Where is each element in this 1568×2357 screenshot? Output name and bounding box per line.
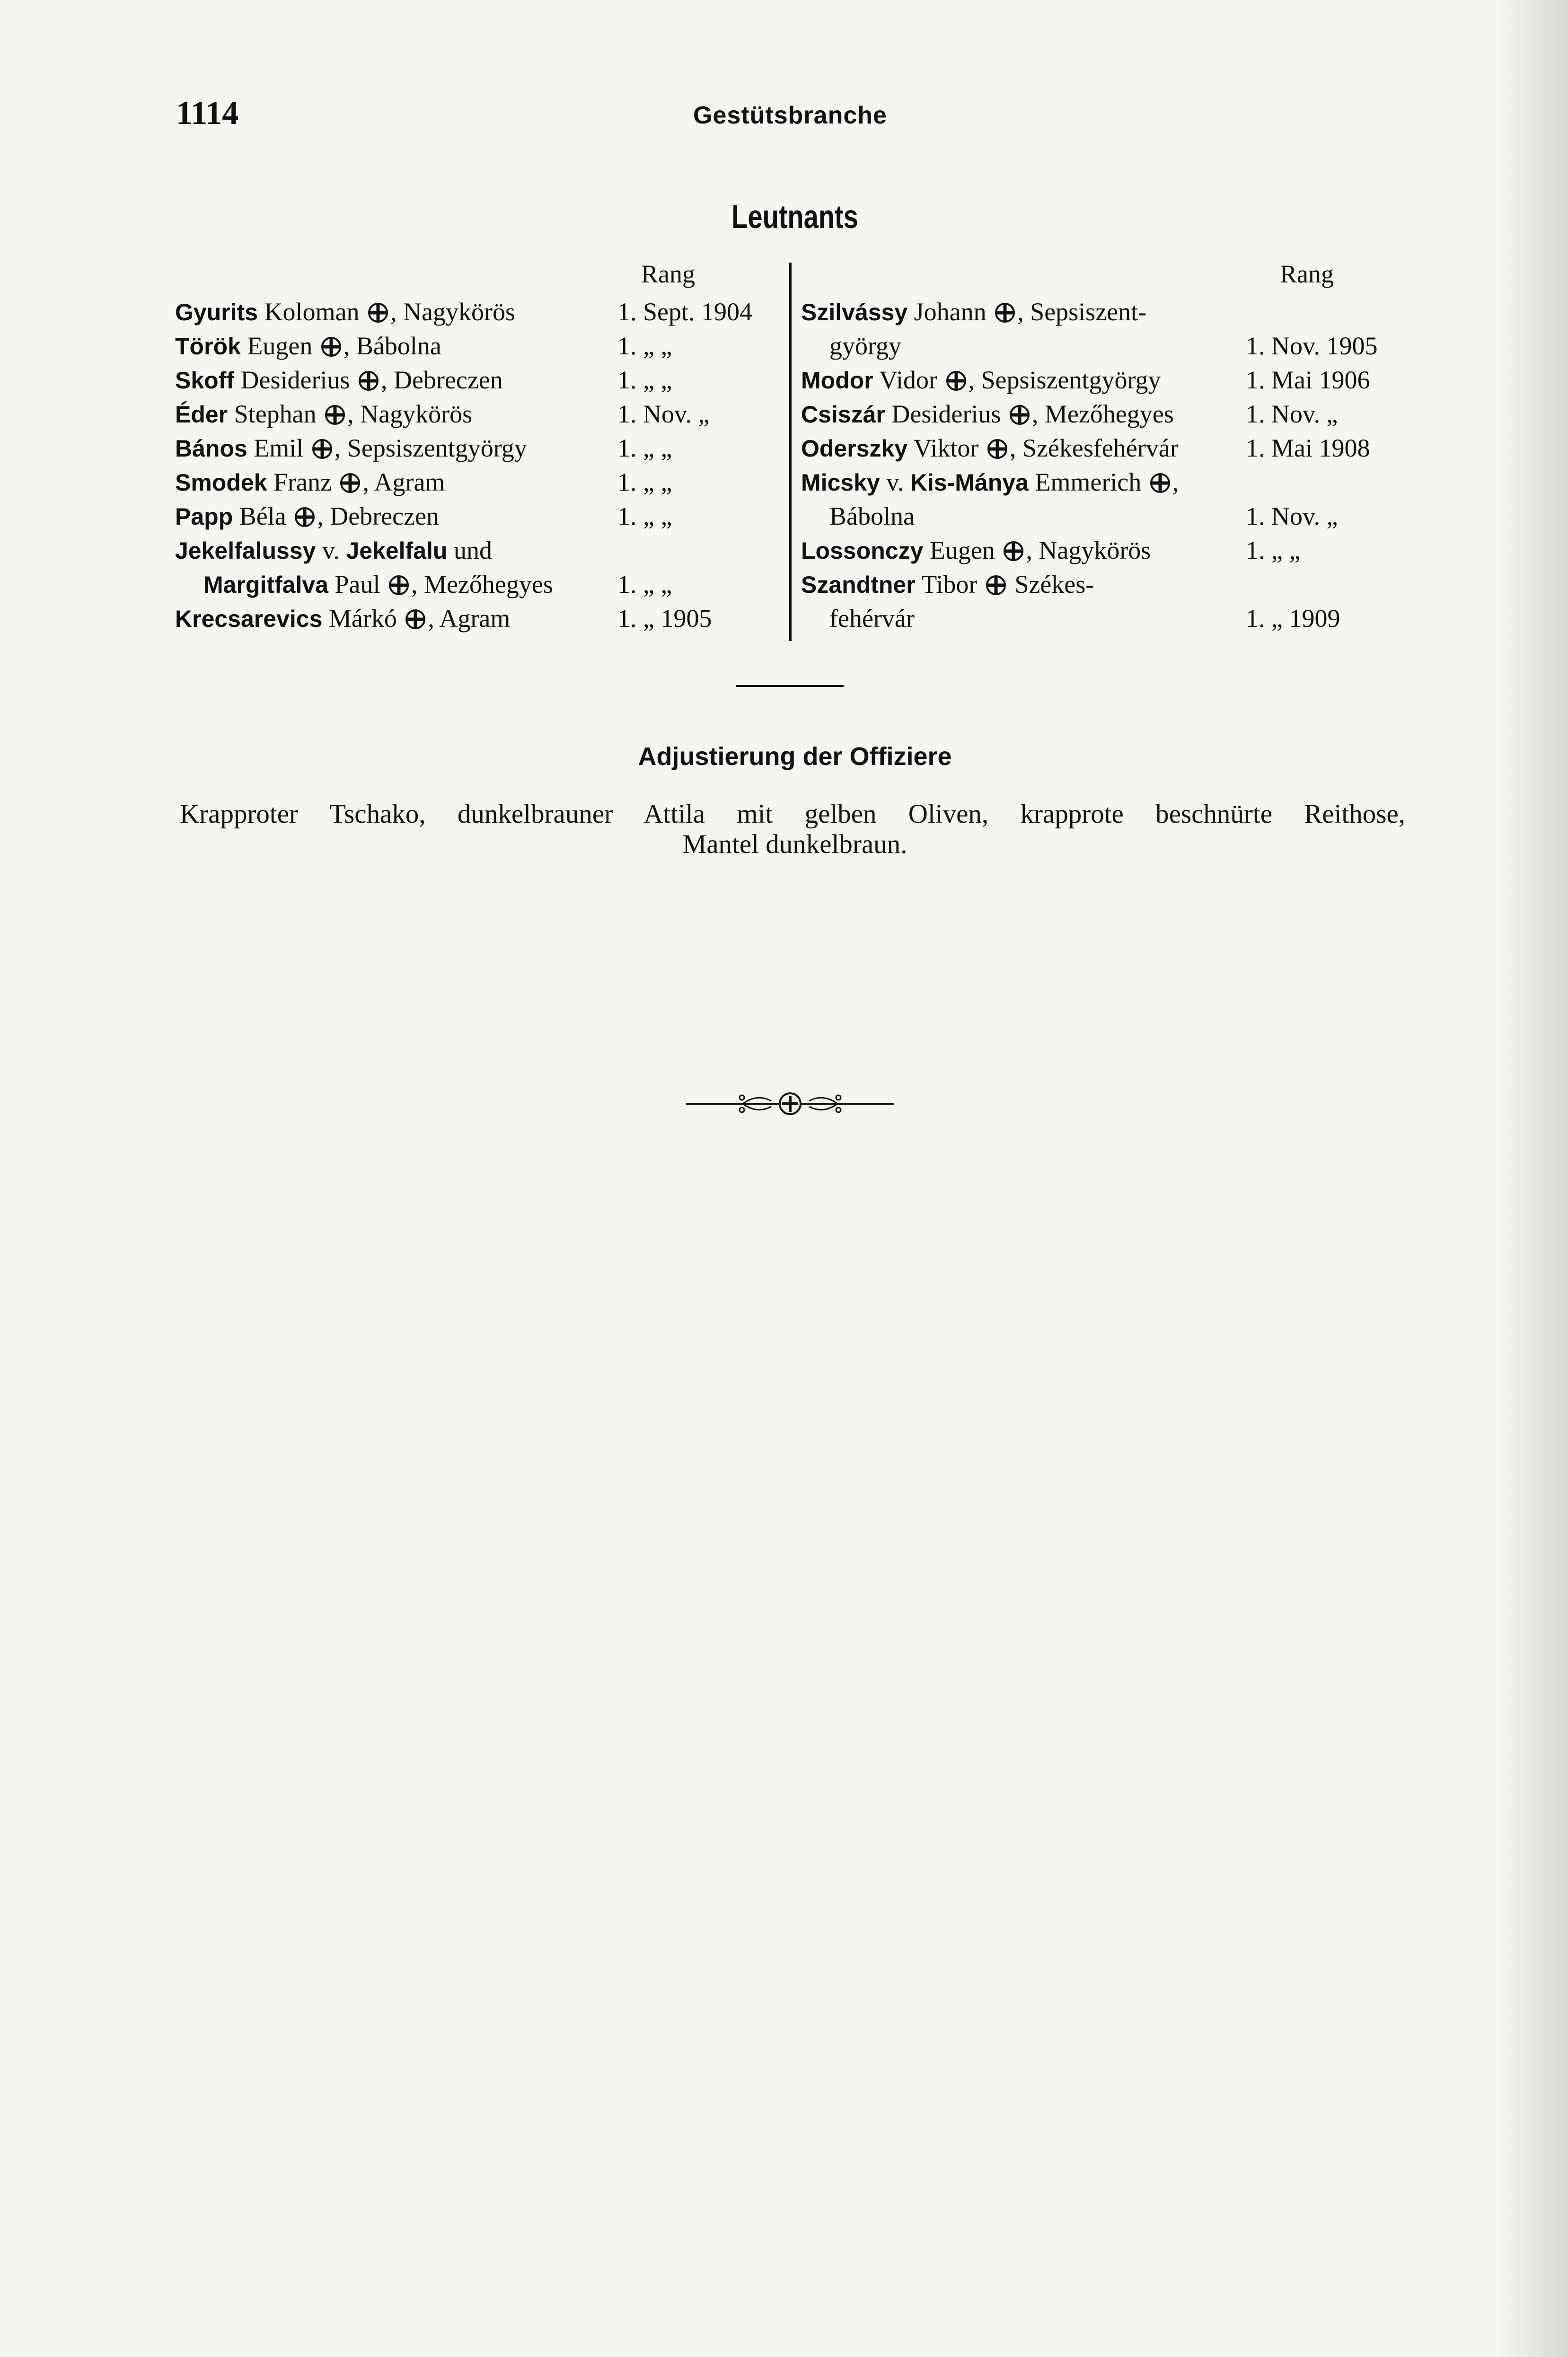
station-place: , Debreczen <box>317 502 440 530</box>
rank-date: 1. Mai 1908 <box>1246 434 1370 462</box>
roster-entry <box>175 399 776 433</box>
given-name: Koloman <box>258 298 366 326</box>
station-place: , Mezőhegyes <box>1031 400 1174 428</box>
cross-icon <box>1009 402 1030 423</box>
cross-icon <box>368 300 388 321</box>
officer-name <box>175 501 439 531</box>
surname: Török <box>175 333 241 360</box>
given-name: Emmerich <box>1028 468 1148 496</box>
rank-date: 1. „ „ <box>617 434 672 462</box>
rank-date: 1. „ „ <box>617 468 672 496</box>
roster-entry <box>801 365 1402 399</box>
surname: Oderszky <box>801 435 908 462</box>
rank-date: 1. „ 1905 <box>617 604 712 633</box>
cross-icon <box>294 504 315 525</box>
station-place: , Agram <box>428 604 511 633</box>
adjustierung-text-line-1: Krapproter Tschako, dunkelbrauner Attila mit gelben Oliven, krapprote beschnürte Reithose, <box>180 799 1405 829</box>
roster-entry <box>801 604 1402 638</box>
surname: Skoff <box>175 367 234 394</box>
officer-name <box>801 365 1161 395</box>
officer-name <box>801 399 1174 429</box>
roster-entry <box>175 331 776 365</box>
running-title: Gestütsbranche <box>693 102 887 129</box>
given-name: und <box>447 536 492 564</box>
given-name: v. <box>316 536 346 564</box>
officer-name <box>829 604 915 633</box>
given-name: györgy <box>829 332 902 360</box>
adjustierung-title: Adjustierung der Offiziere <box>638 742 952 771</box>
officer-name <box>801 570 1094 599</box>
station-place: , Mezőhegyes <box>411 570 553 598</box>
rank-date: 1. „ „ <box>1246 536 1301 564</box>
surname: Smodek <box>175 469 267 496</box>
rank-date: 1. „ „ <box>617 570 672 598</box>
rank-date: 1. Sept. 1904 <box>617 298 753 326</box>
station-place: , Nagykörös <box>1026 536 1151 564</box>
rank-date: 1. „ „ <box>617 502 672 530</box>
station-place: Székes- <box>1008 570 1094 598</box>
rank-date: 1. „ „ <box>617 366 672 394</box>
roster-entry <box>801 433 1402 467</box>
adjustierung-text-line-2: Mantel dunkelbraun. <box>682 829 907 859</box>
cross-icon <box>995 300 1015 321</box>
given-name: Tibor <box>915 570 984 598</box>
station-place: , <box>1172 468 1179 496</box>
roster-entry <box>801 297 1402 331</box>
given-name: Desiderius <box>234 366 356 394</box>
predicate-name: Kis-Mánya <box>910 469 1029 496</box>
roster-entry <box>175 536 776 570</box>
cross-icon <box>1150 470 1171 491</box>
officer-name <box>801 467 1179 497</box>
given-name: Bábolna <box>829 502 915 530</box>
given-name: Johann <box>907 298 993 326</box>
surname: Micsky <box>801 469 880 496</box>
given-name: Emil <box>247 434 310 462</box>
officer-name <box>801 297 1146 326</box>
roster-entry <box>175 365 776 399</box>
officer-name <box>175 365 503 395</box>
cross-icon <box>325 402 345 423</box>
given-name: fehérvár <box>829 604 915 633</box>
page-edge-shadow <box>1497 0 1568 2357</box>
rang-header-left: Rang <box>641 260 695 288</box>
surname: Bános <box>175 435 247 462</box>
roster-entry <box>175 433 776 467</box>
surname: Csiszár <box>801 401 885 428</box>
section-divider <box>736 685 844 687</box>
officer-name <box>829 331 901 361</box>
rank-date: 1. Nov. „ <box>617 400 710 428</box>
surname: Modor <box>801 367 873 394</box>
given-name: Paul <box>328 570 387 598</box>
station-place: , Debreczen <box>380 366 503 394</box>
surname: Papp <box>175 503 233 530</box>
station-place: , Nagykörös <box>390 298 516 326</box>
roster-entry <box>175 467 776 501</box>
given-name: Stephan <box>228 400 323 428</box>
roster-entry <box>801 467 1402 501</box>
given-name: Viktor <box>907 434 985 462</box>
officer-name <box>175 433 527 463</box>
surname: Szandtner <box>801 572 916 598</box>
rank-date: 1. „ „ <box>617 332 672 360</box>
station-place: , Sepsiszentgyörgy <box>968 366 1161 394</box>
officer-name <box>175 399 472 429</box>
officer-name <box>801 433 1179 463</box>
section-title: Leutnants <box>731 198 858 235</box>
rank-date: 1. „ 1909 <box>1246 604 1340 633</box>
given-name: v. <box>880 468 910 496</box>
station-place: , Sepsiszentgyörgy <box>334 434 527 462</box>
cross-icon <box>388 572 409 593</box>
officer-name <box>175 331 441 361</box>
cross-icon <box>946 368 967 389</box>
surname: Éder <box>175 401 228 428</box>
officer-name <box>203 570 553 599</box>
surname: Lossonczy <box>801 537 924 564</box>
officer-name <box>829 501 915 531</box>
given-name: Márkó <box>322 604 404 633</box>
surname: Margitfalva <box>203 572 328 598</box>
station-place: , Bábolna <box>343 332 441 360</box>
given-name: Franz <box>267 468 338 496</box>
rank-date: 1. Nov. „ <box>1246 502 1338 530</box>
roster-entry <box>801 536 1402 570</box>
surname: Krecsarevics <box>175 606 323 632</box>
station-place: , Nagykörös <box>347 400 473 428</box>
roster-entry <box>801 501 1402 536</box>
cross-icon <box>340 470 361 491</box>
cross-icon <box>986 572 1006 593</box>
surname: Jekelfalussy <box>175 537 316 564</box>
rank-date: 1. Nov. „ <box>1246 400 1338 428</box>
rank-date: 1. Mai 1906 <box>1246 366 1370 394</box>
cross-icon <box>987 436 1008 457</box>
station-place: , Agram <box>362 468 445 496</box>
surname: Szilvássy <box>801 299 908 325</box>
column-divider <box>789 263 792 641</box>
cross-icon <box>1003 538 1024 559</box>
predicate-name: Jekelfalu <box>346 537 448 564</box>
officer-name <box>801 536 1151 565</box>
surname: Gyurits <box>175 299 258 325</box>
given-name: Béla <box>233 502 293 530</box>
page-number: 1114 <box>176 95 239 132</box>
officer-name <box>175 467 445 497</box>
ornament-icon <box>686 1082 894 1125</box>
officer-name <box>175 297 515 326</box>
rank-date: 1. Nov. 1905 <box>1246 332 1378 360</box>
cross-icon <box>312 436 333 457</box>
given-name: Eugen <box>923 536 1002 564</box>
roster-entry <box>801 331 1402 365</box>
cross-icon <box>358 368 379 389</box>
given-name: Vidor <box>873 366 944 394</box>
roster-entry <box>801 570 1402 604</box>
officer-name <box>175 604 510 633</box>
roster-entry <box>175 570 776 604</box>
given-name: Desiderius <box>885 400 1007 428</box>
cross-icon <box>321 334 342 355</box>
officer-name <box>175 536 492 565</box>
roster-entry <box>801 399 1402 433</box>
roster-entry <box>175 297 776 331</box>
roster-entry <box>175 604 776 638</box>
station-place: , Sepsiszent- <box>1017 298 1147 326</box>
roster-entry <box>175 501 776 536</box>
cross-icon <box>405 607 426 627</box>
rang-header-right: Rang <box>1280 260 1334 288</box>
given-name: Eugen <box>240 332 319 360</box>
station-place: , Székesfehérvár <box>1009 434 1179 462</box>
